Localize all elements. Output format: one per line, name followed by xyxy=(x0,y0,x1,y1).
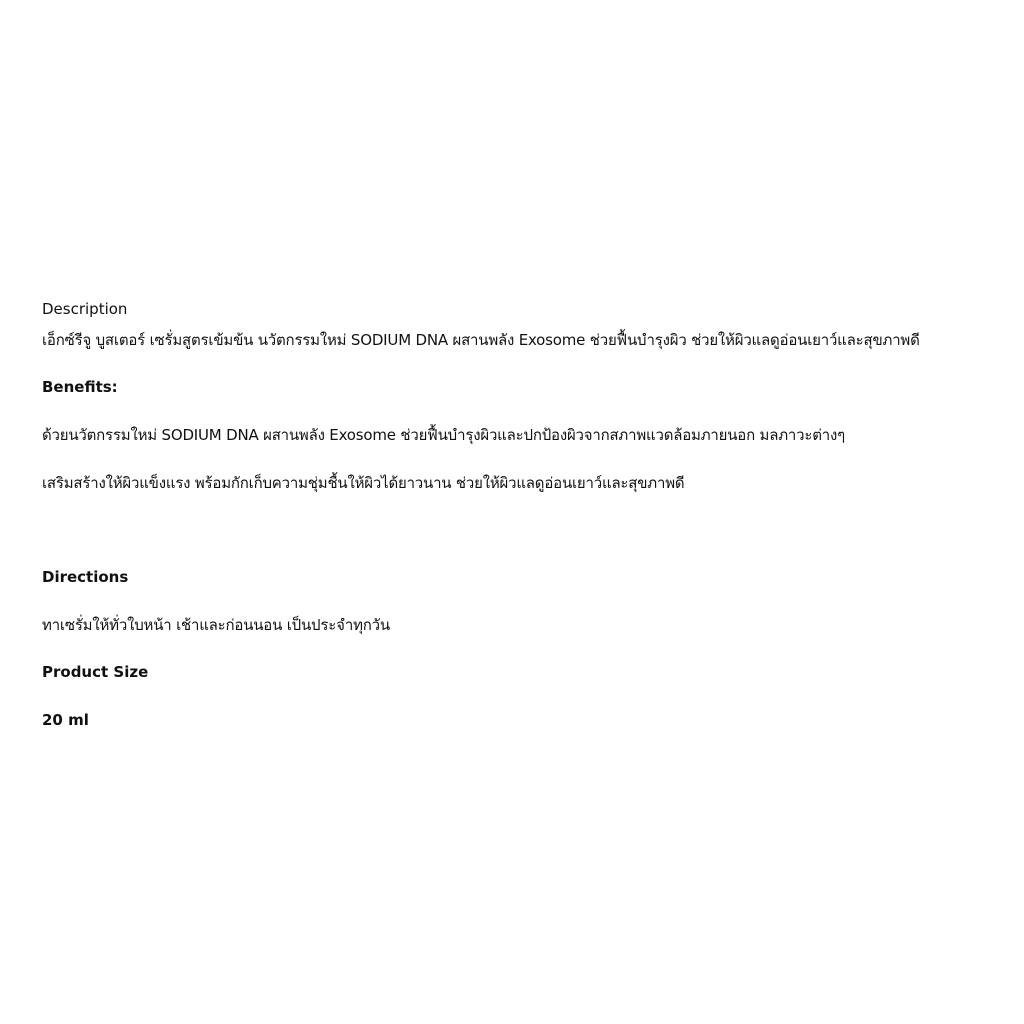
description-heading: Description xyxy=(42,300,128,318)
product-size-heading: Product Size xyxy=(42,663,149,681)
benefit-item-1: ด้วยนวัตกรรมใหม่ SODIUM DNA ผสานพลัง Exosome ช่วยฟื้นบำรุงผิวและปกป้องผิวจากสภาพแวดล้อมภายนอก มลภาวะต่างๆ xyxy=(42,426,845,444)
directions-text: ทาเซรั่มให้ทั่วใบหน้า เช้าและก่อนนอน เป็นประจำทุกวัน xyxy=(42,616,390,634)
benefit-item-2: เสริมสร้างให้ผิวแข็งแรง พร้อมกักเก็บความชุ่มชื้นให้ผิวได้ยาวนาน ช่วยให้ผิวแลดูอ่อนเยาว์และสุขภาพดี xyxy=(42,474,685,492)
benefits-heading: Benefits: xyxy=(42,378,118,396)
product-details xyxy=(42,298,1002,731)
directions-heading: Directions xyxy=(42,568,129,586)
description-text: เอ็กซ์รีจู บูสเตอร์ เซรั่มสูตรเข้มข้น นวัตกรรมใหม่ SODIUM DNA ผสานพลัง Exosome ช่วยฟื้นบำรุงผิว ช่วยให้ผิวแลดูอ่อนเยาว์และสุขภาพดี xyxy=(42,331,920,349)
product-size-value: 20 ml xyxy=(42,711,89,729)
